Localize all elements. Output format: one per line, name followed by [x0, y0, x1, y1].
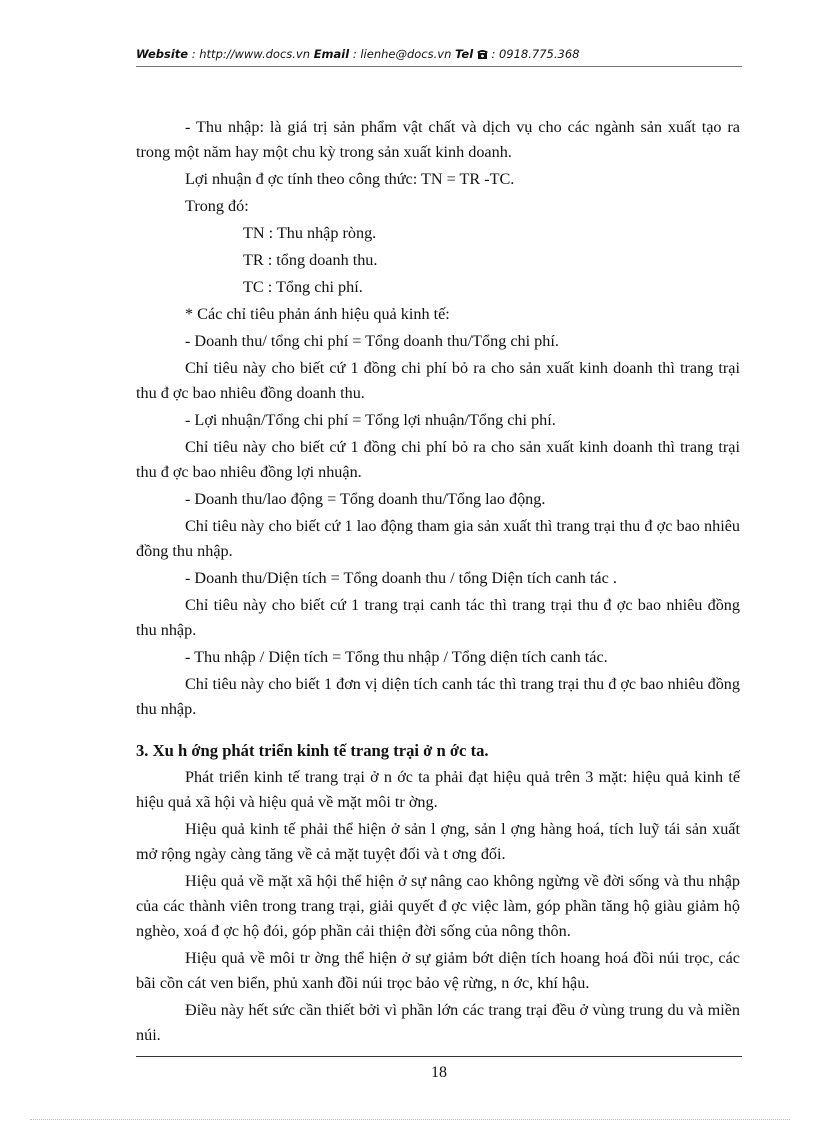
paragraph: - Lợi nhuận/Tổng chi phí = Tổng lợi nhuận/Tổng chi phí.	[185, 411, 556, 429]
paragraph: Lợi nhuận đ ợc tính theo công thức: TN = TR -TC.	[185, 170, 515, 188]
paragraph: - Thu nhập: là giá trị sản phẩm vật chất và dịch vụ cho các ngành sản xuất tạo ra trong một năm hay một chu kỳ trong sản xuất kinh doanh.	[136, 118, 740, 161]
footer-rule	[136, 1056, 742, 1057]
paragraph: Phát triển kinh tế trang trại ở n ớc ta phải đạt hiệu quả trên 3 mặt: hiệu quả kinh tế hiệu quả xã hội và hiệu quả về mặt môi tr ờng.	[136, 768, 740, 811]
paragraph: Chỉ tiêu này cho biết cứ 1 đồng chi phí bỏ ra cho sản xuất kinh doanh thì trang trại thu đ ợc bao nhiêu đồng doanh thu.	[136, 359, 740, 402]
email-label: Email	[313, 47, 350, 61]
document-body	[136, 115, 740, 1050]
paragraph: Điều này hết sức cần thiết bởi vì phần lớn các trang trại đều ở vùng trung du và miền núi.	[136, 1001, 740, 1044]
phone-icon	[477, 47, 492, 61]
paragraph: Chỉ tiêu này cho biết cứ 1 trang trại canh tác thì trang trại thu đ ợc bao nhiêu đồng thu nhập.	[136, 596, 740, 639]
page-number: 18	[431, 1064, 447, 1081]
paragraph: Hiệu quả về môi tr ờng thể hiện ở sự giảm bớt diện tích hoang hoá đồi núi trọc, các bãi cồn cát ven biển, phủ xanh đồi núi trọc bảo vệ rừng, n ớc, khí hậu.	[136, 949, 740, 992]
section-heading: 3. Xu h ớng phát triển kinh tế trang trại ở n ớc ta.	[136, 741, 489, 760]
paragraph: Hiệu quả về mặt xã hội thể hiện ở sự nâng cao không ngừng về đời sống và thu nhập của các thành viên trong trang trại, giải quyết đ ợc việc làm, góp phần tăng hộ giàu giảm hộ nghèo, xoá đ ợc hộ đói, góp phần cải thiện đời sống của nông thôn.	[136, 872, 740, 940]
paragraph: - Doanh thu/lao động = Tổng doanh thu/Tổng lao động.	[185, 490, 546, 508]
paragraph: - Doanh thu/ tổng chi phí = Tổng doanh thu/Tổng chi phí.	[185, 332, 559, 350]
tel-value: : 0918.775.368	[491, 47, 580, 61]
paragraph: Hiệu quả kinh tế phải thể hiện ở sản l ợng, sản l ợng hàng hoá, tích luỹ tái sản xuất mở rộng ngày càng tăng về cả mặt tuyệt đối và t ơng đối.	[136, 820, 740, 863]
website-label: Website	[136, 47, 189, 61]
paragraph: Trong đó:	[185, 197, 249, 215]
tel-label: Tel	[455, 47, 474, 61]
paragraph: - Doanh thu/Diện tích = Tổng doanh thu / tổng Diện tích canh tác .	[185, 569, 617, 587]
page-header	[136, 47, 742, 61]
paragraph: Chỉ tiêu này cho biết 1 đơn vị diện tích canh tác thì trang trại thu đ ợc bao nhiêu đồng thu nhập.	[136, 675, 740, 718]
website-value: : http://www.docs.vn	[188, 47, 314, 61]
paragraph: * Các chỉ tiêu phản ánh hiệu quả kinh tế:	[185, 305, 450, 323]
definition-item: TN : Thu nhập ròng.	[243, 224, 377, 242]
header-rule	[136, 66, 742, 67]
email-value: : lienhe@docs.vn	[349, 47, 456, 61]
paragraph: Chỉ tiêu này cho biết cứ 1 lao động tham gia sản xuất thì trang trại thu đ ợc bao nhiêu đồng thu nhập.	[136, 517, 740, 560]
page-edge	[30, 1119, 790, 1120]
definition-item: TR : tổng doanh thu.	[243, 251, 378, 269]
paragraph: - Thu nhập / Diện tích = Tổng thu nhập / Tổng diện tích canh tác.	[185, 648, 608, 666]
definition-item: TC : Tổng chi phí.	[243, 278, 363, 296]
paragraph: Chỉ tiêu này cho biết cứ 1 đồng chi phí bỏ ra cho sản xuất kinh doanh thì trang trại thu đ ợc bao nhiêu đồng lợi nhuận.	[136, 438, 740, 481]
